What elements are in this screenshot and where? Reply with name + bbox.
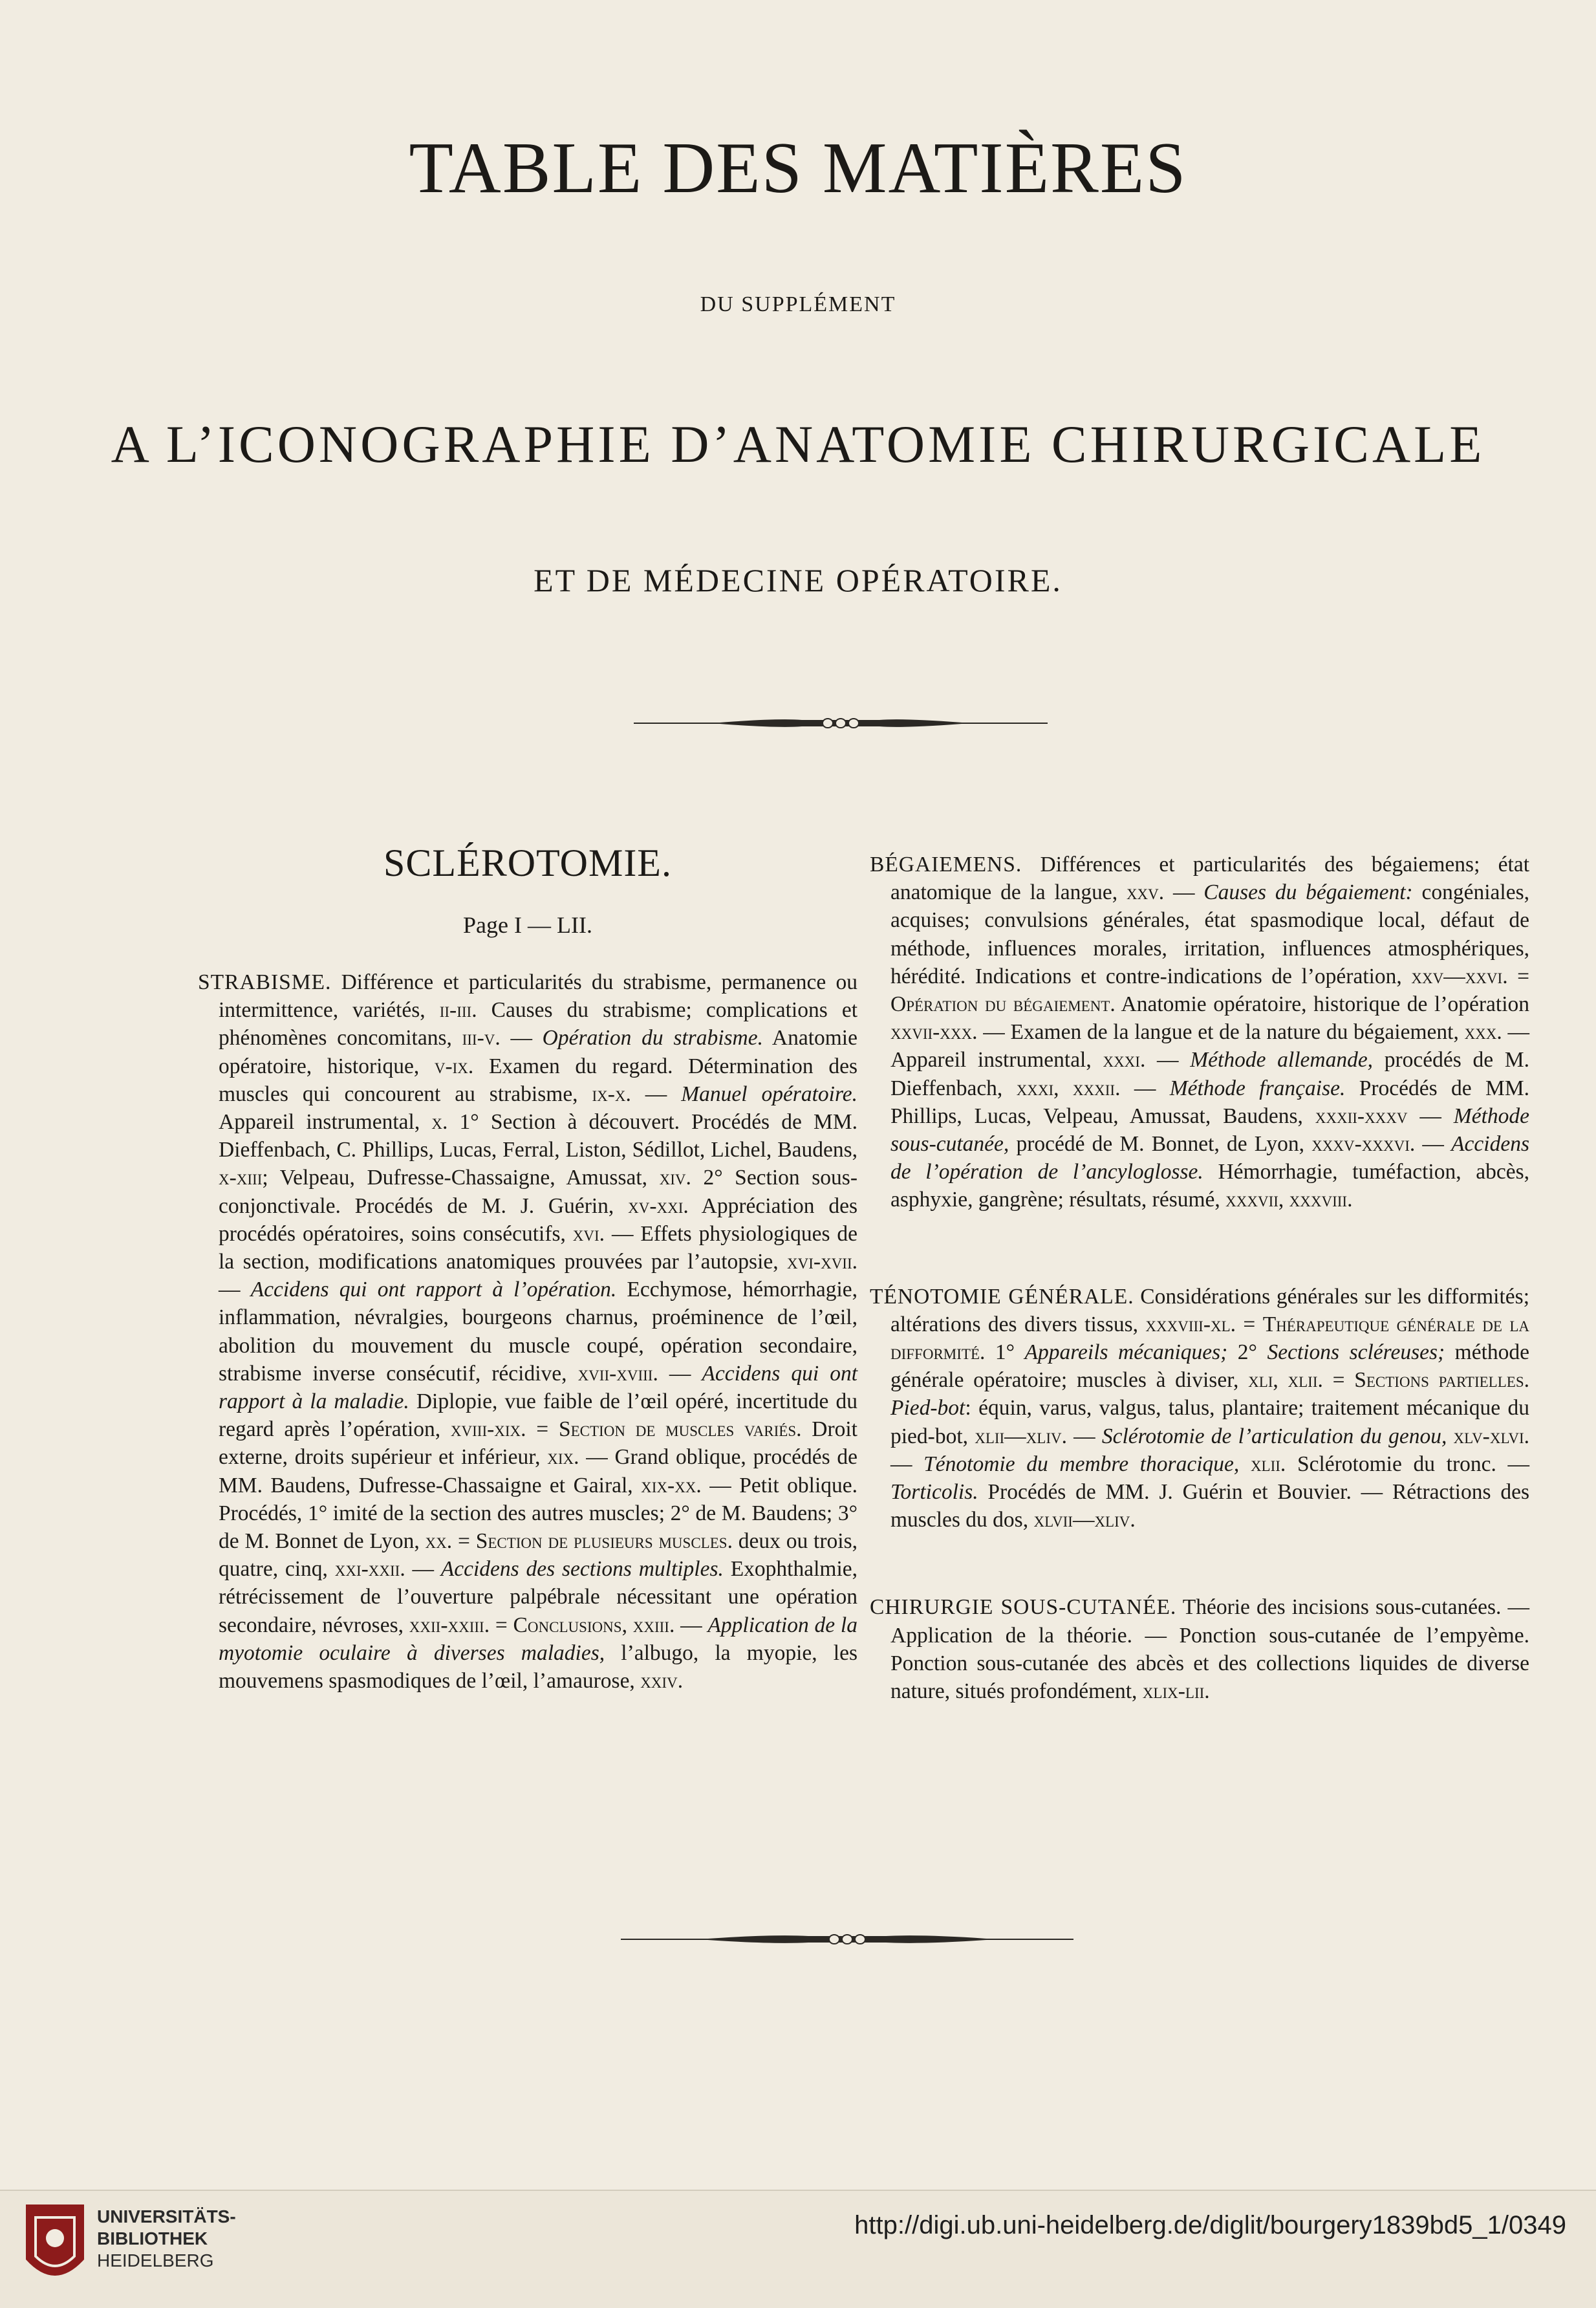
toc-entry-tenotomie-generale: TÉNOTOMIE GÉNÉRALE. Considérations générales sur les difformités; altérations des divers tissus, xxxviii-xl. = Thérapeutique générale de la difformité. 1° Appareils mécaniques; 2° Sections scléreuses; méthode générale opératoire; muscles à diviser, xli, xlii. = Sections partielles. Pied-bot: équin, varus, valgus, talus, plantaire; traitement mécanique du pied-bot, xlii—xliv. — Sclérotomie de l’articulation du genou, xlv-xlvi. — Ténotomie du membre thoracique, xlii. Sclérotomie du tronc. — Torticolis. Procédés de MM. J. Guérin et Bouvier. — Rétractions des muscles du dos, xlvii—xliv. bbox=[870, 1284, 1530, 1532]
subtitle-line-3: ET DE MÉDECINE OPÉRATOIRE. bbox=[534, 562, 1062, 598]
toc-entry-strabisme: STRABISME. Différence et particularités du strabisme, permanence ou intermittence, variétés, ii-iii. Causes du strabisme; complications et phénomènes concomitans, iii-v. — Opération du strabisme. Anatomie opératoire, historique, v-ix. Examen du regard. Détermination des muscles qui concourent au strabisme, ix-x. — Manuel opératoire. Appareil instrumental, x. 1° Section à découvert. Procédés de MM. Dieffenbach, C. Phillips, Lucas, Ferral, Liston, Sédillot, Lichel, Baudens, x-xiii; Velpeau, Dufresse-Chassaigne, Amussat, xiv. 2° Section sous-conjonctivale. Procédés de M. J. Guérin, xv-xxi. Appréciation des procédés opératoires, soins consécutifs, xvi. — Effets physiologiques de la section, modifications anatomiques prouvées par l’autopsie, xvi-xvii. — Accidens qui ont rapport à l’opération. Ecchymose, hémorrhagie, inflammation, névralgies, bourgeons charnus, proéminence de l’œil, abolition du mouvement du muscle coupé, opération secondaire, strabisme inverse consécutif, récidive, xvii-xviii. — Accidens qui ont rapport à la maladie. Diplopie, vue faible de l’œil opéré, incertitude du regard après l’opération, xviii-xix. = Section de muscles variés. Droit externe, droits supérieur et inférieur, xix. — Grand oblique, procédés de MM. Baudens, Dufresse-Chassaigne et Gairal, xix-xx. — Petit oblique. Procédés, 1° imité de la section des autres muscles; 2° de M. Baudens; 3° de M. Bonnet de Lyon, xx. = Section de plusieurs muscles. deux ou trois, quatre, cinq, xxi-xxii. — Accidens des sections multiples. Exophthalmie, rétrécissement de l’ouverture palpébrale nécessitant une opération secondaire, névroses, xxii-xxiii. = Conclusions, xxiii. — Application de la myotomie oculaire à diverses maladies, l’albugo, la myopie, les mouvemens spasmodiques de l’œil, l’amaurose, xxiv. bbox=[198, 970, 858, 1693]
university-seal-icon bbox=[19, 2198, 91, 2295]
library-name bbox=[97, 2206, 236, 2272]
library-name-line-1: UNIVERSITÄTS- bbox=[97, 2206, 236, 2226]
library-name-line-3: HEIDELBERG bbox=[97, 2250, 214, 2270]
toc-entry-chirurgie-sous-cutanee: CHIRURGIE SOUS-CUTANÉE. Théorie des incisions sous-cutanées. — Application de la théorie. — Ponction sous-cutanée de l’empyème. Ponction sous-cutanée des abcès et des collections liquides de diverse nature, situés profondément, xlix-lii. bbox=[870, 1595, 1529, 1704]
section-title-sclerotomie: SCLÉROTOMIE. bbox=[383, 842, 672, 884]
subtitle-line-1: DU SUPPLÉMENT bbox=[700, 292, 896, 316]
footer-bar bbox=[0, 2190, 1596, 2308]
source-url-link[interactable]: http://digi.ub.uni-heidelberg.de/diglit/bourgery1839bd5_1/0349 bbox=[854, 2211, 1566, 2239]
toc-entry-begaiemens: BÉGAIEMENS. Différences et particularités des bégaiemens; état anatomique de la langue, xxv. — Causes du bégaiement: congéniales, acquises; convulsions générales, état spasmodique local, défaut de méthode, influences morales, irritation, influences atmosphériques, hérédité. Indications et contre-indications de l’opération, xxv—xxvi. = Opération du bégaiement. Anatomie opératoire, historique de l’opération xxvii-xxx. — Examen de la langue et de la nature du bégaiement, xxx. — Appareil instrumental, xxxi. — Méthode allemande, procédés de M. Dieffenbach, xxxi, xxxii. — Méthode française. Procédés de MM. Phillips, Lucas, Velpeau, Amussat, Baudens, xxxii-xxxv — Méthode sous-cutanée, procédé de M. Bonnet, de Lyon, xxxv-xxxvi. — Accidens de l’opération de l’ancyloglosse. Hémorrhagie, tuméfaction, abcès, asphyxie, gangrène; résultats, résumé, xxxvii, xxxviii. bbox=[870, 853, 1530, 1212]
ornament-divider-top bbox=[634, 710, 1048, 736]
page-title: TABLE DES MATIÈRES bbox=[409, 128, 1187, 208]
library-name-line-2: BIBLIOTHEK bbox=[97, 2228, 208, 2248]
ornament-divider-bottom bbox=[621, 1926, 1073, 1952]
left-column bbox=[198, 841, 857, 1695]
subtitle-line-2: A L’ICONOGRAPHIE D’ANATOMIE CHIRURGICALE bbox=[111, 415, 1485, 474]
right-column bbox=[870, 851, 1529, 1705]
section-page-range: Page I — LII. bbox=[463, 912, 592, 938]
